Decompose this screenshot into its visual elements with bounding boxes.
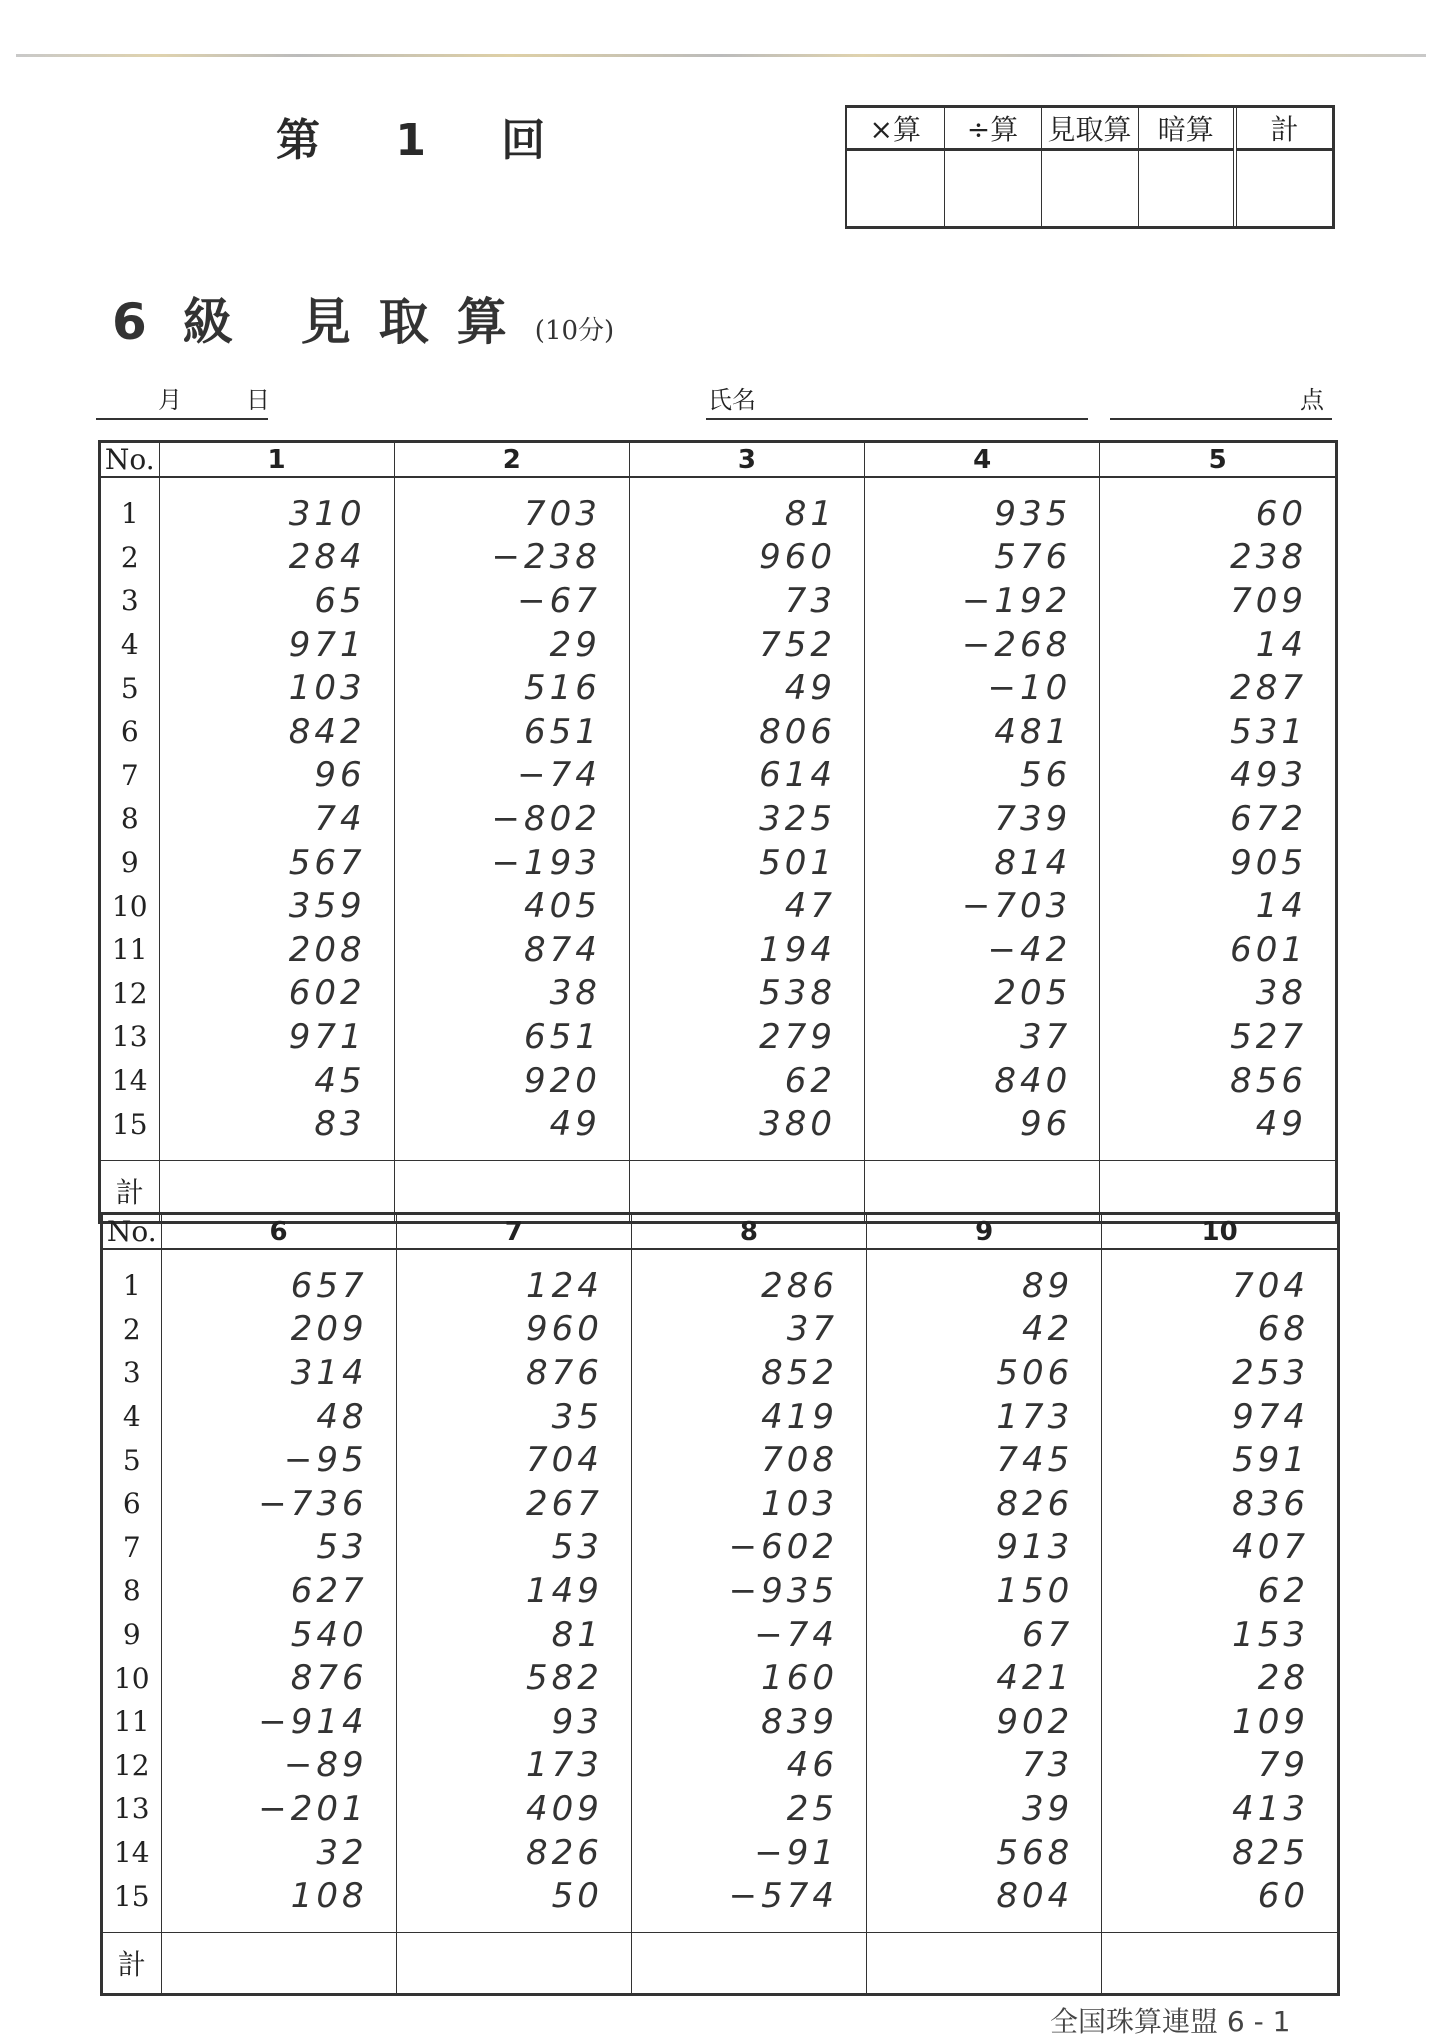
number-cell: 253 xyxy=(1232,1352,1309,1393)
number-cell: 109 xyxy=(1232,1701,1309,1742)
row-number: 9 xyxy=(101,841,159,885)
answer-cell[interactable] xyxy=(867,1932,1102,1993)
number-cell: 752 xyxy=(629,623,864,667)
number-cell: 56 xyxy=(865,754,1100,798)
answer-cell[interactable] xyxy=(631,1932,866,1993)
number-cell: 325 xyxy=(629,797,864,841)
number-cell: 413 xyxy=(1232,1788,1309,1829)
number-cell: 876 xyxy=(161,1656,396,1700)
number-cell: 704 xyxy=(1232,1265,1309,1306)
number-cell: −574 xyxy=(631,1874,866,1932)
number-cell: 419 xyxy=(631,1395,866,1439)
number-cell: 531 xyxy=(1230,711,1307,752)
number-cell: 481 xyxy=(865,710,1100,754)
number-cell: 902 xyxy=(867,1700,1102,1744)
number-cell: 79 xyxy=(1257,1745,1309,1786)
number-cell: −74 xyxy=(394,754,629,798)
number-cell: −201 xyxy=(161,1787,396,1831)
number-cell: 840 xyxy=(865,1059,1100,1103)
grade-title xyxy=(112,282,614,354)
problem-header: 4 xyxy=(865,443,1100,477)
number-cell: 409 xyxy=(396,1787,631,1831)
row-number: 13 xyxy=(101,1015,159,1059)
number-cell: 538 xyxy=(629,972,864,1016)
number-cell: 856 xyxy=(1230,1060,1307,1101)
number-cell: 286 xyxy=(631,1249,866,1308)
row-number: 4 xyxy=(103,1395,161,1439)
row-number: 5 xyxy=(103,1438,161,1482)
number-cell: 37 xyxy=(631,1308,866,1352)
number-cell: 96 xyxy=(865,1102,1100,1160)
problem-table-6-10 xyxy=(100,1212,1340,1996)
row-number: 8 xyxy=(101,797,159,841)
answer-cell[interactable] xyxy=(161,1932,396,1993)
problem-header: 2 xyxy=(394,443,629,477)
number-cell: 960 xyxy=(396,1308,631,1352)
number-cell: 826 xyxy=(867,1482,1102,1526)
number-cell: 739 xyxy=(865,797,1100,841)
number-cell: 614 xyxy=(629,754,864,798)
number-cell: 103 xyxy=(159,666,394,710)
score-header-division: ÷算 xyxy=(944,108,1041,150)
score-cell-division[interactable] xyxy=(944,150,1041,227)
number-cell: 14 xyxy=(1255,886,1307,927)
number-cell: 284 xyxy=(159,536,394,580)
problem-header: 9 xyxy=(867,1215,1102,1249)
round-title: 第 1 回 xyxy=(276,115,576,166)
no-header: No. xyxy=(103,1215,161,1249)
name-label: 氏名 xyxy=(708,386,756,414)
number-cell: 83 xyxy=(159,1102,394,1160)
number-cell: 49 xyxy=(1255,1104,1307,1145)
no-header: No. xyxy=(101,443,159,477)
number-cell: 81 xyxy=(396,1613,631,1657)
number-cell: 876 xyxy=(396,1351,631,1395)
row-number: 5 xyxy=(101,666,159,710)
number-cell: 96 xyxy=(159,754,394,798)
number-cell: 852 xyxy=(631,1351,866,1395)
number-cell: 149 xyxy=(396,1569,631,1613)
number-cell: 173 xyxy=(396,1744,631,1788)
number-cell: 124 xyxy=(396,1249,631,1308)
number-cell: 905 xyxy=(1230,842,1307,883)
row-number: 3 xyxy=(103,1351,161,1395)
number-cell: 506 xyxy=(867,1351,1102,1395)
number-cell: 287 xyxy=(1230,668,1307,709)
number-cell: 49 xyxy=(394,1102,629,1160)
row-number: 8 xyxy=(103,1569,161,1613)
number-cell: 42 xyxy=(867,1308,1102,1352)
number-cell: 920 xyxy=(394,1059,629,1103)
number-cell: 73 xyxy=(867,1744,1102,1788)
row-number: 15 xyxy=(101,1102,159,1160)
number-cell: 960 xyxy=(629,536,864,580)
number-cell: 516 xyxy=(394,666,629,710)
number-cell: 208 xyxy=(159,928,394,972)
score-cell-anzan[interactable] xyxy=(1138,150,1235,227)
number-cell: 836 xyxy=(1232,1483,1309,1524)
number-cell: 50 xyxy=(396,1874,631,1932)
score-header-mitorizan: 見取算 xyxy=(1041,108,1138,150)
number-cell: 601 xyxy=(1230,929,1307,970)
number-cell: −802 xyxy=(394,797,629,841)
grade-number: 6 xyxy=(112,293,147,351)
name-field[interactable] xyxy=(706,418,1088,420)
number-cell: 314 xyxy=(161,1351,396,1395)
number-cell: 657 xyxy=(161,1249,396,1308)
number-cell: 60 xyxy=(1255,493,1307,534)
problem-header: 6 xyxy=(161,1215,396,1249)
number-cell: 825 xyxy=(1232,1832,1309,1873)
number-cell: 74 xyxy=(159,797,394,841)
number-cell: 53 xyxy=(396,1526,631,1570)
number-cell: 913 xyxy=(867,1526,1102,1570)
number-cell: −42 xyxy=(865,928,1100,972)
answer-cell[interactable] xyxy=(396,1932,631,1993)
row-number: 15 xyxy=(103,1874,161,1932)
number-cell: −602 xyxy=(631,1526,866,1570)
number-cell: 194 xyxy=(629,928,864,972)
row-number: 11 xyxy=(103,1700,161,1744)
score-cell-total[interactable] xyxy=(1235,150,1332,227)
answer-cell[interactable] xyxy=(1102,1932,1337,1993)
number-cell: 839 xyxy=(631,1700,866,1744)
number-cell: 14 xyxy=(1255,624,1307,665)
number-cell: 46 xyxy=(631,1744,866,1788)
number-cell: 501 xyxy=(629,841,864,885)
number-cell: 28 xyxy=(1257,1658,1309,1699)
number-cell: 576 xyxy=(865,536,1100,580)
number-cell: 32 xyxy=(161,1831,396,1875)
row-number: 3 xyxy=(101,579,159,623)
row-number: 12 xyxy=(103,1744,161,1788)
number-cell: 65 xyxy=(159,579,394,623)
month-label: 月 xyxy=(158,386,182,414)
row-number: 1 xyxy=(103,1249,161,1308)
problem-header: 8 xyxy=(631,1215,866,1249)
number-cell: 53 xyxy=(161,1526,396,1570)
number-cell: −238 xyxy=(394,536,629,580)
number-cell: 704 xyxy=(396,1438,631,1482)
number-cell: 173 xyxy=(867,1395,1102,1439)
score-header-anzan: 暗算 xyxy=(1138,108,1235,150)
number-cell: 62 xyxy=(1257,1570,1309,1611)
number-cell: −89 xyxy=(161,1744,396,1788)
number-cell: 582 xyxy=(396,1656,631,1700)
number-cell: −268 xyxy=(865,623,1100,667)
number-cell: 310 xyxy=(159,477,394,536)
subject-title: 見取算 xyxy=(300,293,535,351)
number-cell: 62 xyxy=(629,1059,864,1103)
number-cell: 359 xyxy=(159,884,394,928)
number-cell: 49 xyxy=(629,666,864,710)
number-cell: 267 xyxy=(396,1482,631,1526)
number-cell: 68 xyxy=(1257,1309,1309,1350)
number-cell: −91 xyxy=(631,1831,866,1875)
number-cell: 279 xyxy=(629,1015,864,1059)
number-cell: 73 xyxy=(629,579,864,623)
number-cell: 971 xyxy=(159,1015,394,1059)
row-number: 14 xyxy=(103,1831,161,1875)
page-edge-line xyxy=(16,54,1426,57)
number-cell: 709 xyxy=(1230,580,1307,621)
number-cell: 153 xyxy=(1232,1614,1309,1655)
row-number: 10 xyxy=(103,1656,161,1700)
number-cell: 421 xyxy=(867,1656,1102,1700)
number-cell: 150 xyxy=(867,1569,1102,1613)
number-cell: 651 xyxy=(394,710,629,754)
row-number: 1 xyxy=(101,477,159,536)
number-cell: 238 xyxy=(1230,537,1307,578)
time-limit: (10分) xyxy=(534,316,615,346)
number-cell: 160 xyxy=(631,1656,866,1700)
row-number: 13 xyxy=(103,1787,161,1831)
number-cell: −192 xyxy=(865,579,1100,623)
problem-table-1-5 xyxy=(98,440,1338,1224)
number-cell: −914 xyxy=(161,1700,396,1744)
row-number: 14 xyxy=(101,1059,159,1103)
row-number: 12 xyxy=(101,972,159,1016)
score-cell-mitorizan[interactable] xyxy=(1041,150,1138,227)
score-summary-box xyxy=(845,105,1335,229)
number-cell: 48 xyxy=(161,1395,396,1439)
row-number: 9 xyxy=(103,1613,161,1657)
number-cell: 602 xyxy=(159,972,394,1016)
number-cell: 540 xyxy=(161,1613,396,1657)
number-cell: 806 xyxy=(629,710,864,754)
score-header-total: 計 xyxy=(1235,108,1332,150)
row-number: 2 xyxy=(101,536,159,580)
grade-kyu: 級 xyxy=(182,293,233,351)
number-cell: 205 xyxy=(865,972,1100,1016)
number-cell: 974 xyxy=(1232,1396,1309,1437)
number-cell: 209 xyxy=(161,1308,396,1352)
points-label: 点 xyxy=(1300,386,1324,414)
problem-header: 7 xyxy=(396,1215,631,1249)
number-cell: −10 xyxy=(865,666,1100,710)
problem-header: 5 xyxy=(1100,443,1335,477)
row-number: 11 xyxy=(101,928,159,972)
number-cell: 874 xyxy=(394,928,629,972)
number-cell: 567 xyxy=(159,841,394,885)
number-cell: 38 xyxy=(1255,973,1307,1014)
number-cell: 103 xyxy=(631,1482,866,1526)
day-label: 日 xyxy=(246,386,270,414)
number-cell: 814 xyxy=(865,841,1100,885)
number-cell: 971 xyxy=(159,623,394,667)
number-cell: 89 xyxy=(867,1249,1102,1308)
number-cell: −193 xyxy=(394,841,629,885)
number-cell: 591 xyxy=(1232,1440,1309,1481)
number-cell: 745 xyxy=(867,1438,1102,1482)
score-cell-multiplication[interactable] xyxy=(847,150,944,227)
number-cell: 826 xyxy=(396,1831,631,1875)
number-cell: 93 xyxy=(396,1700,631,1744)
number-cell: 60 xyxy=(1257,1876,1309,1917)
number-cell: 493 xyxy=(1230,755,1307,796)
number-cell: −935 xyxy=(631,1569,866,1613)
number-cell: 38 xyxy=(394,972,629,1016)
row-number: 7 xyxy=(101,754,159,798)
number-cell: −67 xyxy=(394,579,629,623)
total-label: 計 xyxy=(103,1932,161,1993)
number-cell: 935 xyxy=(865,477,1100,536)
number-cell: 842 xyxy=(159,710,394,754)
number-cell: 39 xyxy=(867,1787,1102,1831)
row-number: 10 xyxy=(101,884,159,928)
number-cell: 527 xyxy=(1230,1016,1307,1057)
number-cell: 37 xyxy=(865,1015,1100,1059)
number-cell: −736 xyxy=(161,1482,396,1526)
problem-header: 3 xyxy=(629,443,864,477)
row-number: 6 xyxy=(103,1482,161,1526)
number-cell: 568 xyxy=(867,1831,1102,1875)
total-label: 計 xyxy=(101,1160,159,1221)
number-cell: 651 xyxy=(394,1015,629,1059)
number-cell: 672 xyxy=(1230,798,1307,839)
number-cell: −95 xyxy=(161,1438,396,1482)
row-number: 6 xyxy=(101,710,159,754)
number-cell: 45 xyxy=(159,1059,394,1103)
date-field[interactable] xyxy=(96,418,268,420)
number-cell: 708 xyxy=(631,1438,866,1482)
number-cell: 627 xyxy=(161,1569,396,1613)
number-cell: 35 xyxy=(396,1395,631,1439)
footer-text: 全国珠算連盟 6 - 1 xyxy=(1050,2005,1291,2038)
number-cell: 804 xyxy=(867,1874,1102,1932)
number-cell: −703 xyxy=(865,884,1100,928)
number-cell: 380 xyxy=(629,1102,864,1160)
number-cell: −74 xyxy=(631,1613,866,1657)
number-cell: 703 xyxy=(394,477,629,536)
problem-header: 10 xyxy=(1102,1215,1337,1249)
number-cell: 29 xyxy=(394,623,629,667)
number-cell: 405 xyxy=(394,884,629,928)
row-number: 2 xyxy=(103,1308,161,1352)
number-cell: 108 xyxy=(161,1874,396,1932)
problem-header: 1 xyxy=(159,443,394,477)
number-cell: 25 xyxy=(631,1787,866,1831)
row-number: 7 xyxy=(103,1526,161,1570)
number-cell: 81 xyxy=(629,477,864,536)
points-field[interactable] xyxy=(1110,418,1332,420)
score-header-multiplication: ×算 xyxy=(847,108,944,150)
number-cell: 407 xyxy=(1232,1527,1309,1568)
row-number: 4 xyxy=(101,623,159,667)
number-cell: 67 xyxy=(867,1613,1102,1657)
number-cell: 47 xyxy=(629,884,864,928)
